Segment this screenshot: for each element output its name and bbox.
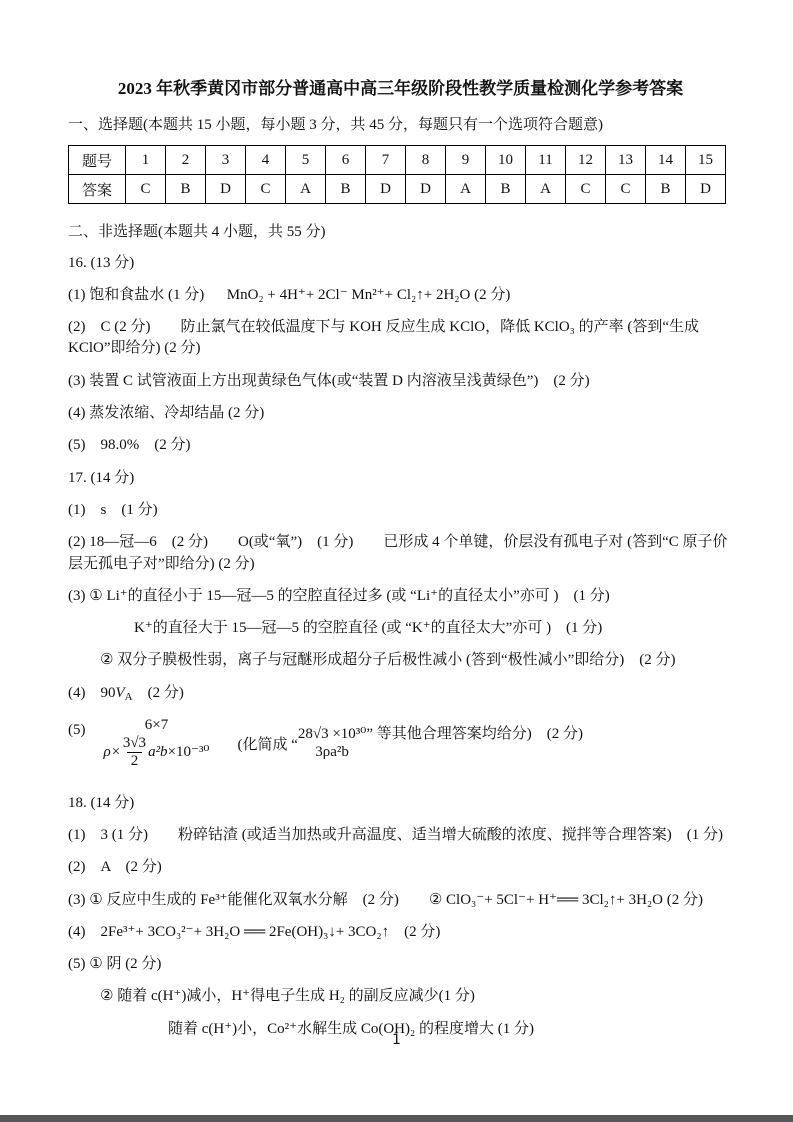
table-cell: 3 [206,146,246,175]
table-cell: 答案 [69,175,126,204]
inner-fraction [123,735,146,771]
inner-fraction-numerator: 3√3 [122,735,147,752]
table-cell: 13 [606,146,646,175]
q17-answer-3-1: (3) ① Li⁺的直径小于 15—冠—5 的空腔直径过多 (或 “Li⁺的直径太小”亦可 ) (1 分) [68,587,610,604]
q17-answer-4 [68,683,733,706]
table-cell: 15 [686,146,726,175]
table-cell: 题号 [69,146,126,175]
table-cell: C [126,175,166,204]
free-section-heading: 二、非选择题(本题共 4 小题，共 55 分) [68,224,326,241]
q17-answer-4-subscript: A [124,690,133,703]
q18-answer-5-3: 随着 c(H⁺)小，Co²⁺水解生成 Co(OH)₂ 的程度增大 (1 分) [168,1020,534,1037]
main-fraction-numerator: 6×7 [144,717,169,734]
table-cell: 7 [366,146,406,175]
choice-answer-table [68,145,726,204]
inner-fraction-denominator: 2 [127,752,143,770]
table-cell: 6 [326,146,366,175]
table-cell: C [566,175,606,204]
table-cell: 4 [246,146,286,175]
simplified-note-open: (化简成 “ [237,736,298,753]
table-cell: B [646,175,686,204]
cell-parameter-term: a²b [148,744,168,761]
q17-answer-1: (1) s (1 分) [68,501,158,518]
table-cell: 1 [126,146,166,175]
viewer-bottom-edge [0,1115,793,1122]
q17-answer-2: (2) 18—冠—6 (2 分) O(或“氧”) (1 分) 已形成 4 个单键，价层没有孤电子对 (答到“C 原子价层无孤电子对”即给分) (2 分) [68,534,728,572]
q18-answer-5-1: (5) ① 阴 (2 分) [68,956,162,973]
q17-head: 17. (14 分) [68,469,135,486]
table-cell: C [606,175,646,204]
table-cell: A [446,175,486,204]
q18-answer-2: (2) A (2 分) [68,859,162,876]
rho-term: ρ× [103,744,121,761]
table-cell: 9 [446,146,486,175]
table-cell: 11 [526,146,566,175]
table-cell: 5 [286,146,326,175]
q18-answer-3: (3) ① 反应中生成的 Fe³⁺能催化双氧水分解 (2 分) ② ClO₃⁻+ 5Cl⁻+ H⁺══ 3Cl₂↑+ 3H₂O (2 分) [68,891,703,908]
q17-answer-5-formula [68,716,733,770]
page-number: 1 [392,1032,401,1048]
table-cell: D [206,175,246,204]
q17-answer-3-3: ② 双分子膜极性弱，离子与冠醚形成超分子后极性减小 (答到“极性减小”即给分) (2 分) [100,652,676,669]
q18-head: 18. (14 分) [68,794,135,811]
table-cell: B [486,175,526,204]
q16-answer-5: (5) 98.0% (2 分) [68,437,191,454]
table-cell: 8 [406,146,446,175]
q18-answer-1: (1) 3 (1 分) 粉碎钴渣 (或适当加热或升高温度、适当增大硫酸的浓度、搅拌等合理答案) (1 分) [68,826,723,843]
table-cell: D [366,175,406,204]
table-cell: B [326,175,366,204]
q16-answer-3: (3) 装置 C 试管液面上方出现黄绿色气体(或“装置 D 内溶液呈浅黄绿色”) (2 分) [68,372,590,389]
q17-answer-4-variable: V [115,684,125,701]
q17-answer-4-prefix: (4) 90 [68,684,116,701]
table-cell: 12 [566,146,606,175]
table-cell: 2 [166,146,206,175]
q17-answer-4-tail: (2 分) [132,684,184,701]
q16-answer-1: (1) 饱和食盐水 (1 分) MnO₂ + 4H⁺+ 2Cl⁻ Mn²⁺+ Cl₂↑+ 2H₂O (2 分) [68,286,511,303]
table-cell: B [166,175,206,204]
simplified-note-close: ” 等其他合理答案均给分) (2 分) [366,726,583,743]
q16-answer-4: (4) 蒸发浓缩、冷却结晶 (2 分) [68,405,265,422]
page-title: 2023 年秋季黄冈市部分普通高中高三年级阶段性教学质量检测化学参考答案 [117,79,684,98]
main-fraction [104,716,210,770]
q16-answer-2: (2) C (2 分) 防止氯气在较低温度下与 KOH 反应生成 KClO，降低 KClO₃ 的产率 (答到“生成 KClO”即给分) (2 分) [68,319,703,357]
main-fraction-denominator [104,735,210,771]
simplified-fraction-numerator: 28√3 ×10³⁰ [297,725,367,742]
table-row-numbers [69,146,726,175]
table-cell: D [686,175,726,204]
q16-head: 16. (13 分) [68,254,135,271]
q18-answer-4: (4) 2Fe³⁺+ 3CO₃²⁻+ 3H₂O ══ 2Fe(OH)₃↓+ 3CO₂↑ (2 分) [68,923,441,940]
exponent-term: ×10⁻³⁰ [167,744,210,761]
simplified-fraction [298,725,366,763]
table-cell: C [246,175,286,204]
q17-answer-3-2: K⁺的直径大于 15—冠—5 的空腔直径 (或 “K⁺的直径太大”亦可 ) (1 分) [134,620,603,637]
table-cell: A [286,175,326,204]
choice-section-heading: 一、选择题(本题共 15 小题，每小题 3 分，共 45 分，每题只有一个选项符合题意) [68,117,603,133]
table-cell: D [406,175,446,204]
table-cell: 10 [486,146,526,175]
table-cell: A [526,175,566,204]
table-cell: 14 [646,146,686,175]
q18-answer-5-2: ② 随着 c(H⁺)减小，H⁺得电子生成 H₂ 的副反应减少(1 分) [100,988,475,1005]
q17-answer-5-label: (5) [68,722,86,739]
table-row-answers [69,175,726,204]
simplified-fraction-denominator: 3ρa²b [315,744,349,761]
